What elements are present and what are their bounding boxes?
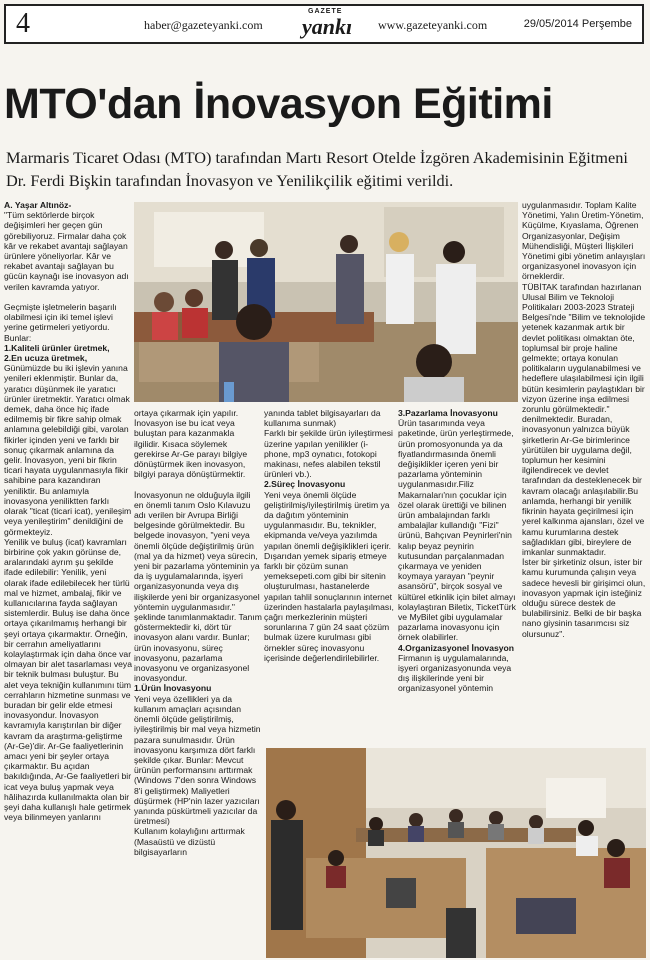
training-photo-top [134,202,518,402]
masthead-bar [4,4,644,44]
column-4-heading-1: 3.Pazarlama İnovasyonu [398,408,498,418]
column-2-text-a: ortaya çıkarmak için yapılır. İnovasyon ise bu icat veya buluştan para kazanmakla ilgilidir. Kısaca söylemek gerekirse Ar-Ge parayı bilgiye dönüştürmek iken inovasyon, bilgiyi paraya dönüştürmektir. İnovasyonun ne olduğuyla ilgili en önemli tanım Oslo Kılavuzu adı verilen bir Avrupa Birliği belgesinde görülmektedir. Bu belgede inovasyon, "yeni veya önemli ölçüde değiştirilmiş ürün (mal ya da hizmet) veya sürecin, yeni bir pazarlama yönteminin ya da iş uygulamalarında, işyeri organizasyonunda veya dış ilişkilerde yeni bir organizasyonel yöntemin uygulanmasıdır." şeklinde tanımlanmaktadır. Tanım göstermektedir ki, dört tür inovasyon alanı vardır. Bunlar; ürün inovasyonu, süreç inovasyonu, pazarlama inovasyonu ve organizasyonel inovasyondur. [134,408,262,684]
column-4-heading-2: 4.Organizasyonel İnovasyon [398,642,515,653]
column-1-text-a: "Tüm sektörlerde birçok değişimleri her geçen gün görebiliyoruz. Firmalar daha çok kâr ve rekabet avantajı sağlayan ürünlere yöneliyorlar. Kâr ve rekabet avantajı sağlayan bu gücün kaynağı ise inovasyon adı verilen kavramda yatıyor. Geçmişte işletmelerin başarılı olabilmesi için iki temel işlevi yerine getirmeleri yetiyordu. Bunlar: [4,210,129,343]
column-1-heading-1: 1.Kaliteli ürünler üretmek, [4,342,110,353]
issue-date: 29/05/2014 Perşembe [523,18,632,30]
lead-paragraph: Marmaris Ticaret Odası (MTO) tarafından Martı Resort Otelde İzgören Akademisinin Eğitmeni Dr. Ferdi Bişkin tarafından İnovasyon ve Yenilikçilik eğitimi verildi. [6,148,628,190]
column-4-text-b: Firmanın iş uygulamalarında, işyeri organizasyonunda veya dış ilişkilerinde yeni bir organizasyonel yöntemin [398,652,512,694]
column-1-text-b: Günümüzde bu iki işlevin yanına yenileri eklenmiştir. Bunlar da, yaratıcı düşünmek ile yaratıcı ürünler üretmektir. Yaratıcı olmak demek, daha önce hiç ifade edilmemiş bir fikre sahip olmak anlamına gelebildiği gibi, varolan fikirler içinden yeni ve farklı bir sonuç çıkarmak anlamına da gelir. İnovasyon, yeni bir fikrin ticari hayata uygulanmasıyla fikir sahibine para kazandıran yeniliktir. Bu anlamıyla inovasyona yeniliktten farklı olarak "ticat (ticari icat), yenileşim veya yenileştirim" denildiğini de görmekteyiz. Yenilik ve buluş (icat) kavramları birbirine çok yakın görünse de, aralarındaki ayrım şu şekilde ifade edilebilir: Yenilik, yeni olarak ifade edilebilecek her türlü mal ve hizmet, ambalaj, fikir ve kullanıcılarına fayda sağlayan sistemlerdir. Buluş ise daha önce ortaya çıkarılmamış herhangi bir şeyi ortaya çıkarmaktır. Örneğin, bir cerrahın ameliyatlarını kolaylaştırmak için daha önce var olmayan bir alet tasarlaması veya bir teknik bulması buluştur. Bu alet veya tekniğin kullanımını tüm cerrahların hizmetine sunması ve buradan bir gelir elde etmesi inovasyondur. İnovasyon kavramıyla karıştırılan bir diğer kavram da araştırma-geliştirme (Ar-Ge)'dir. Ar-Ge faaliyetlerinin amacı yeni bir şeyler ortaya çıkarmaktır. Bu açıdan bakıldığında, Ar-Ge faaliyetleri bir icat veya buluş yapmak veya hâlihazırda kullanılmakta olan bir şeyi daha kullanışlı hale getirmek veya bilinmeyen yanlarını [4,363,132,823]
column-3 [264,408,394,748]
newspaper-logo: yankı [302,14,353,39]
column-3-text-a: yanında tablet bilgisayarları da kullanıma sunmak) Farklı bir şekilde ürün iyileştirmesi üzerine yapılan yenilikler (i-phone, mp3 oynatıcı, fotokopi makinası, nefes alabilen tekstil ürünleri vb.). [264,408,393,480]
column-4 [398,408,518,748]
logo-gazete: GAZETE [308,8,343,15]
column-3-text-b: Yeni veya önemli ölçüde geliştirilmiş/iyileştirilmiş üretim ya da dağıtım yönteminin uygulanmasıdır. Bu, teknikler, ekipmanda ve/veya yazılımda yapılan önemli değişiklikleri içerir. Dışarıdan yemek sipariş etmeye farklı bir çözüm sunan yemeksepeti.com gibi bir sitenin oluşturulması, hastanelerde yapılan tahlil sonuçlarının internet üzerinden hastalarla paylaşılması, çağrı merkezlerinin müşteri sorunlarına 7 gün 24 saat çözüm bulmak üzere kurulması gibi örnekler süreç inovasyonu içerisinde değerlendirilebilirler. [264,489,394,663]
training-photo-bottom [266,748,646,958]
column-3-heading: 2.Süreç İnovasyonu [264,479,346,490]
column-5-text: uygulanmasıdır. Toplam Kalite Yönetimi, Yalın Üretim-Yönetim, Küçülme, Kıyaslama, Öğrenen Organizasyonlar, Değişim Mühendisliği, Müşteri İlişkileri Yönetimi gibi yönetim anlayışları organizasyonel inovasyon için örneklerdir. TÜBİTAK tarafından hazırlanan Ulusal Bilim ve Teknoloji Politikaları 2003-2023 Strateji Belgesi'nde "Bilim ve teknolojide yetenek kazanmak artık bir devlet politikası olmaktan öte, toplumsal bir proje haline gelmekte; ortaya konulan politikaların uygulanabilmesi ve hedeflere ulaşılabilmesi için ilgili bütün kesimlerin paylaştıkları bir vizyon üzerine inşa edilmesi zorunlu görülmektedir." denilmektedir. Buradan, inovasyonun yalnızca büyük şirketlerin Ar-Ge birimlerince yürütülen bir uygulama değil, toplumun her kesimini ilgilendirecek ve devlet tarafından da desteklenecek bir kavram olacağı anlaşılabilir.Bu anlamda, herhangi bir yenilik fikrinin hayata geçirilmesi için yerel kalkınma ajansları, özel ve kamu kurumlarına destek sağladıkları gibi, bireylere de imkanlar sunmaktadır. İster bir şirketiniz olsun, ister bir kamu kurumunda çalışın veya sadece hevesli bir girişimci olun, inovasyon yapmak için isteğiniz olduğu sürece destek de bulabilirsiniz. Belki de bir başka nano giysinin tasarımcısı siz olursunuz". [522,200,646,639]
column-2 [134,408,262,958]
column-2-text-b: Yeni veya özellikleri ya da kullanım amaçları açısından önemli ölçüde geliştirilmiş, iyileştirilmiş bir mal veya hizmetin pazara sunulmasıdır. Ürün inovasyonu karşımıza dört farklı şekilde çıkar. Bunlar: Mevcut ürünün performansını arttırmak (Windows 7'den sonra Windows 8'i geliştirmek) Maliyetleri düşürmek (HP'nin lazer yazıcıları yanında püskürtmeli yazıcılar da üretmesi) Kullanım kolaylığını arttırmak (Masaüstü ve dizüstü bilgisayarların [134,693,261,857]
headline: MTO'dan İnovasyon Eğitimi [4,80,553,128]
column-4-text-a: Ürün tasarımında veya paketinde, ürün yerleştirmede, ürün promosyonunda ya da fiyatlandırmasında önemli değişiklikler içeren yeni bir pazarlama yönteminin uygulanmasıdır.Filiz Makarnaları'nın çocuklar için özel olarak ürettiği ve bilinen ürün ambalajından farklı ambalajlar kullandığı "Fizi" ürünü, Bahçıvan Peynirleri'nin kalıp beyaz peynirin kutusundan parçalanmadan çıkarmaya ve yeniden koymaya yarayan "peynir asansörü", birçok sosyal ve kültürel etkinlik için bilet almayı kolaylaştıran Biletix, TicketTürk ve MyBilet gibi uygulamalar pazarlama inovasyonu için örnek olabilirler. [398,418,516,643]
page-number: 4 [16,8,30,39]
author-byline: A. Yaşar Altınöz- [4,200,72,210]
column-5 [522,200,646,752]
column-1-heading-2: 2.En ucuza üretmek, [4,353,88,364]
email-address: haber@gazeteyanki.com [144,18,263,32]
column-1 [4,200,132,958]
column-2-heading: 1.Ürün İnovasyonu [134,683,212,694]
website-link: www.gazeteyanki.com [378,18,488,32]
